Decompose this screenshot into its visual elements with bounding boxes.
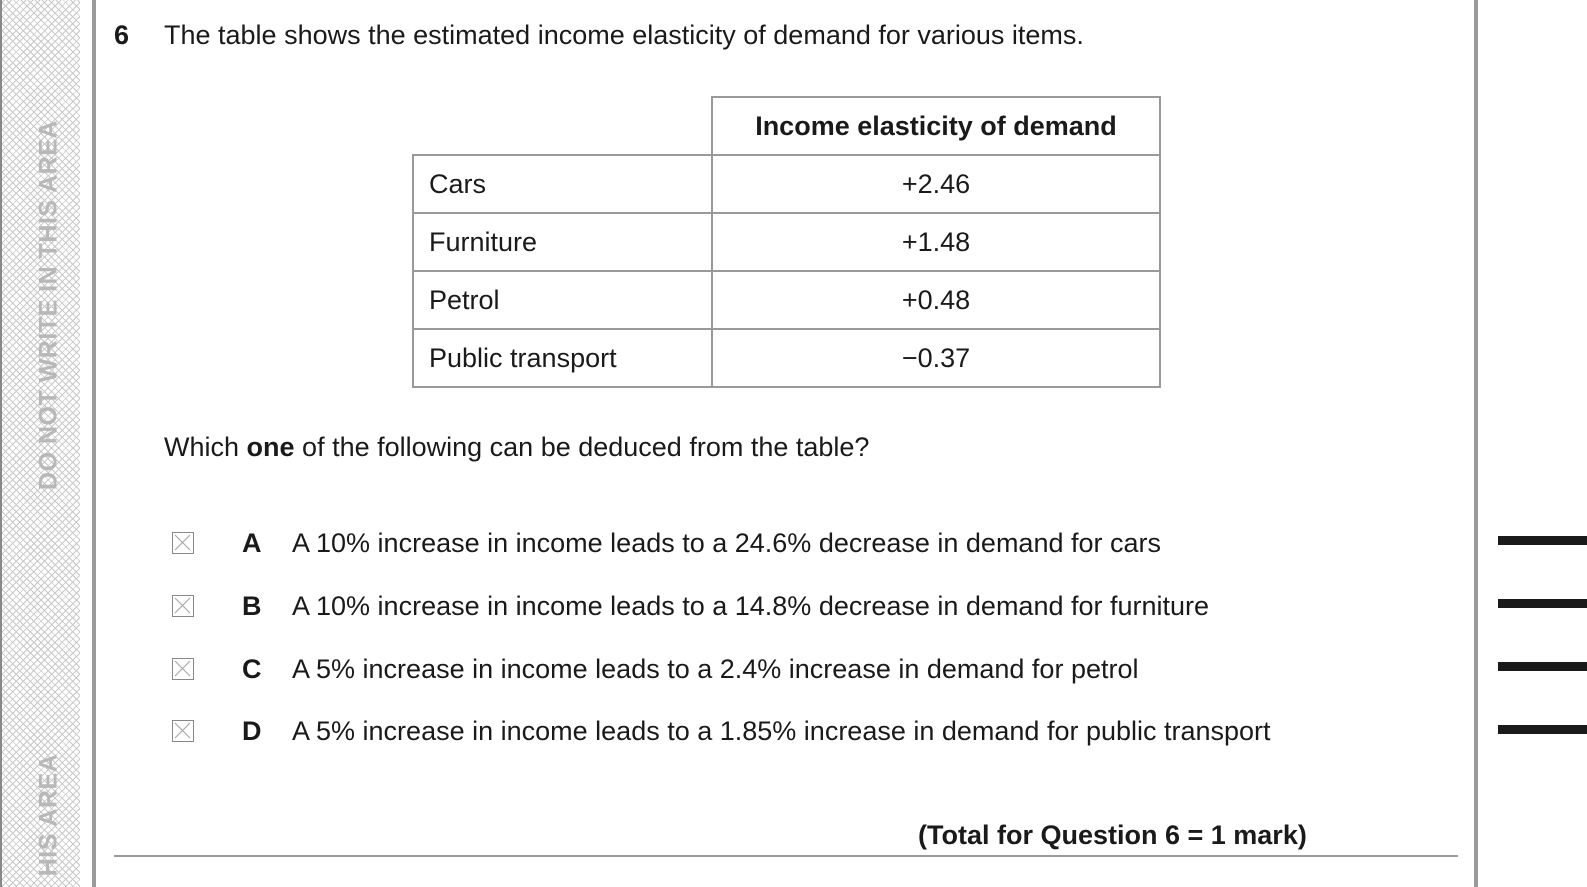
question-stem: The table shows the estimated income elasticity of demand for various items. bbox=[164, 20, 1084, 50]
table-value-cell: +1.48 bbox=[712, 213, 1160, 271]
table-value-cell: +0.48 bbox=[712, 271, 1160, 329]
crossed-box-icon[interactable] bbox=[172, 595, 194, 617]
option-b[interactable] bbox=[172, 590, 1210, 622]
table-header-blank-cell bbox=[413, 97, 712, 155]
table-value-cell: −0.37 bbox=[712, 329, 1160, 387]
crossed-box-icon[interactable] bbox=[172, 720, 194, 742]
table-row bbox=[413, 329, 1160, 387]
mark-bar bbox=[1498, 599, 1587, 608]
table-row bbox=[413, 155, 1160, 213]
crossed-box-icon[interactable] bbox=[172, 532, 194, 554]
option-letter: A bbox=[242, 527, 262, 558]
table-header-cell: Income elasticity of demand bbox=[712, 97, 1160, 155]
option-text: A 5% increase in income leads to a 1.85% increase in demand for public transport bbox=[292, 715, 1271, 746]
option-text: A 10% increase in income leads to a 14.8% decrease in demand for furniture bbox=[292, 590, 1210, 621]
table-item-cell: Furniture bbox=[413, 213, 712, 271]
question-prompt: Which one of the following can be deduced from the table? bbox=[164, 432, 870, 462]
margin-warning-upper: DO NOT WRITE IN THIS AREA bbox=[34, 120, 63, 490]
left-margin-rule bbox=[92, 0, 96, 887]
option-letter: B bbox=[242, 590, 262, 621]
option-c[interactable] bbox=[172, 653, 1139, 685]
do-not-write-margin bbox=[0, 0, 80, 887]
option-letter: C bbox=[242, 653, 262, 684]
question-number: 6 bbox=[114, 20, 130, 50]
table-row bbox=[413, 213, 1160, 271]
option-text: A 5% increase in income leads to a 2.4% increase in demand for petrol bbox=[292, 653, 1139, 684]
option-a[interactable] bbox=[172, 527, 1161, 559]
option-d[interactable] bbox=[172, 715, 1271, 747]
bottom-rule bbox=[114, 855, 1458, 857]
mark-bar bbox=[1498, 536, 1587, 545]
margin-warning-lower: HIS AREA bbox=[34, 753, 63, 877]
mark-bar bbox=[1498, 662, 1587, 671]
question-total: (Total for Question 6 = 1 mark) bbox=[918, 820, 1307, 850]
table-item-cell: Petrol bbox=[413, 271, 712, 329]
mark-bar bbox=[1498, 725, 1587, 734]
table-value-cell: +2.46 bbox=[712, 155, 1160, 213]
table-item-cell: Cars bbox=[413, 155, 712, 213]
right-margin-rule bbox=[1474, 0, 1478, 887]
crossed-box-icon[interactable] bbox=[172, 658, 194, 680]
table-item-cell: Public transport bbox=[413, 329, 712, 387]
table-row bbox=[413, 271, 1160, 329]
elasticity-table bbox=[412, 96, 1161, 388]
option-letter: D bbox=[242, 715, 262, 746]
table-header-row bbox=[413, 97, 1160, 155]
option-text: A 10% increase in income leads to a 24.6% decrease in demand for cars bbox=[292, 527, 1161, 558]
